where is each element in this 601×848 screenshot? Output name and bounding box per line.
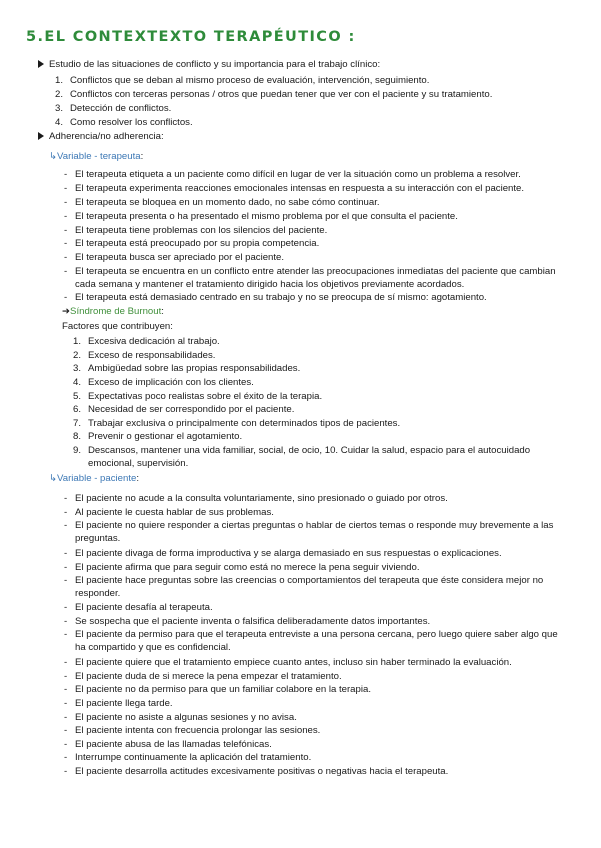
triangle-bullet-icon — [38, 60, 44, 68]
list-item: Al paciente le cuesta hablar de sus problemas. — [75, 507, 274, 518]
list-item: Detección de conflictos. — [70, 103, 172, 114]
dash-bullet: - — [64, 684, 68, 695]
dash-bullet: - — [64, 712, 68, 723]
list-number: 6. — [73, 404, 82, 415]
list-item: El paciente llega tarde. — [75, 698, 173, 709]
list-item: El terapeuta se bloquea en un momento dado, no sabe cómo continuar. — [75, 197, 380, 208]
section-label: Adherencia/no adherencia: — [49, 131, 164, 142]
list-number: 3. — [55, 103, 64, 114]
list-number: 4. — [55, 117, 64, 128]
list-item: responder. — [75, 588, 121, 599]
dash-bullet: - — [64, 507, 68, 518]
list-number: 2. — [73, 350, 82, 361]
list-item: Conflictos con terceras personas / otros que puedan tener que ver con el paciente y su tratamiento. — [70, 89, 493, 100]
list-number: 4. — [73, 377, 82, 388]
list-item: El terapeuta experimenta reacciones emocionales intensas en respuesta a su interacción con el paciente. — [75, 183, 525, 194]
dash-bullet: - — [64, 752, 68, 763]
dash-bullet: - — [64, 629, 68, 640]
corner-arrow-icon: ↳ — [49, 473, 58, 484]
dash-bullet: - — [64, 739, 68, 750]
list-number: 1. — [55, 75, 64, 86]
dash-bullet: - — [64, 548, 68, 559]
list-item: Descansos, mantener una vida familiar, social, de ocio, 10. Cuidar la salud, espacio para el autocuidado — [88, 445, 531, 456]
list-item: El terapeuta presenta o ha presentado el mismo problema por el que consulta el paciente. — [75, 211, 458, 222]
dash-bullet: - — [64, 671, 68, 682]
right-arrow-icon: ➔ — [62, 306, 71, 317]
subsection-paciente — [49, 472, 139, 485]
list-number: 8. — [73, 431, 82, 442]
list-item: El paciente quiere que el tratamiento empiece cuanto antes, incluso sin haber terminado la evaluación. — [75, 657, 512, 668]
dash-bullet: - — [64, 562, 68, 573]
list-number: 5. — [73, 391, 82, 402]
list-item: Exceso de implicación con los clientes. — [88, 377, 254, 388]
list-item: El paciente hace preguntas sobre las creencias o comportamientos del terapeuta que éste considera mejor no — [75, 575, 544, 586]
list-item: El terapeuta está preocupado por su propia competencia. — [75, 238, 320, 249]
list-item: El terapeuta tiene problemas con los silencios del paciente. — [75, 225, 328, 236]
dash-bullet: - — [64, 197, 68, 208]
list-item: El paciente desarrolla actitudes excesivamente positivas o negativas hacia el terapeuta. — [75, 766, 449, 777]
list-item: El paciente divaga de forma improductiva y se alarga demasiado en sus respuestas o explicaciones. — [75, 548, 502, 559]
list-item: cada semana y mantener el tratamiento dirigido hacia los objetivos previamente acordados. — [75, 279, 465, 290]
list-item: Como resolver los conflictos. — [70, 117, 193, 128]
list-item: El paciente abusa de las llamadas telefónicas. — [75, 739, 272, 750]
list-number: 9. — [73, 445, 82, 456]
section-label: Estudio de las situaciones de conflicto y su importancia para el trabajo clínico: — [49, 59, 381, 70]
list-item: El terapeuta está demasiado centrado en su trabajo y no se preocupa de sí mismo: agotamiento. — [75, 292, 487, 303]
dash-bullet: - — [64, 575, 68, 586]
list-item: El paciente duda de si merece la pena empezar el tratamiento. — [75, 671, 342, 682]
list-item: preguntas. — [75, 533, 121, 544]
list-item: Exceso de responsabilidades. — [88, 350, 216, 361]
list-item: El paciente desafía al terapeuta. — [75, 602, 213, 613]
corner-arrow-icon: ↳ — [49, 151, 58, 162]
dash-bullet: - — [64, 211, 68, 222]
list-item: El paciente intenta con frecuencia prolongar las sesiones. — [75, 725, 321, 736]
subsection-terapeuta — [49, 150, 143, 163]
subsection-burnout — [62, 305, 164, 318]
colon: : — [136, 473, 140, 484]
subsection-label: Variable - paciente — [57, 473, 137, 484]
list-item: El paciente no asiste a algunas sesiones y no avisa. — [75, 712, 297, 723]
list-number: 7. — [73, 418, 82, 429]
list-number: 3. — [73, 363, 82, 374]
dash-bullet: - — [64, 698, 68, 709]
triangle-bullet-icon — [38, 132, 44, 140]
list-item: Interrumpe continuamente la aplicación del tratamiento. — [75, 752, 312, 763]
list-item: Ambigüedad sobre las propias responsabilidades. — [88, 363, 301, 374]
list-item: El terapeuta se encuentra en un conflicto entre atender las preocupaciones inmediatas del paciente que cambian — [75, 266, 556, 277]
list-item: El paciente afirma que para seguir como está no merece la pena seguir viviendo. — [75, 562, 420, 573]
list-number: 1. — [73, 336, 82, 347]
dash-bullet: - — [64, 657, 68, 668]
dash-bullet: - — [64, 616, 68, 627]
list-item: Necesidad de ser correspondido por el paciente. — [88, 404, 295, 415]
factores-label: Factores que contribuyen: — [62, 321, 173, 332]
dash-bullet: - — [64, 520, 68, 531]
dash-bullet: - — [64, 225, 68, 236]
list-item: Se sospecha que el paciente inventa o falsifica deliberadamente datos importantes. — [75, 616, 431, 627]
colon: : — [140, 151, 144, 162]
list-item: ha compartido y que es confidencial. — [75, 642, 231, 653]
list-item: El paciente no quiere responder a ciertas preguntas o hablar de ciertos temas o responde muy brevemente a las — [75, 520, 554, 531]
dash-bullet: - — [64, 766, 68, 777]
list-item: El paciente no acude a la consulta voluntariamente, sino presionado o guiado por otros. — [75, 493, 448, 504]
list-item: Prevenir o gestionar el agotamiento. — [88, 431, 243, 442]
dash-bullet: - — [64, 252, 68, 263]
list-item: Trabajar exclusiva o principalmente con determinados tipos de pacientes. — [88, 418, 401, 429]
dash-bullet: - — [64, 725, 68, 736]
colon: : — [161, 306, 164, 317]
list-item: emocional, supervisión. — [88, 458, 189, 469]
dash-bullet: - — [64, 292, 68, 303]
section-adherencia — [38, 130, 164, 143]
list-item: El terapeuta etiqueta a un paciente como difícil en lugar de ver la situación como un problema a resolver. — [75, 169, 521, 180]
list-item: Excesiva dedicación al trabajo. — [88, 336, 220, 347]
subsection-label: Variable - terapeuta — [57, 151, 141, 162]
list-number: 2. — [55, 89, 64, 100]
list-item: El terapeuta busca ser apreciado por el paciente. — [75, 252, 285, 263]
list-item: Expectativas poco realistas sobre el éxito de la terapia. — [88, 391, 323, 402]
dash-bullet: - — [64, 602, 68, 613]
list-item: El paciente no da permiso para que un familiar colabore en la terapia. — [75, 684, 371, 695]
page-title: 5.EL CONTEXTEXTO TERAPÉUTICO : — [26, 29, 356, 45]
list-item: Conflictos que se deban al mismo proceso de evaluación, intervención, seguimiento. — [70, 75, 430, 86]
list-item: El paciente da permiso para que el terapeuta entreviste a una persona cercana, pero luego quiere saber algo que — [75, 629, 558, 640]
subsection-label: Síndrome de Burnout — [70, 306, 162, 317]
section-estudio — [38, 58, 380, 71]
dash-bullet: - — [64, 183, 68, 194]
dash-bullet: - — [64, 169, 68, 180]
dash-bullet: - — [64, 493, 68, 504]
dash-bullet: - — [64, 238, 68, 249]
dash-bullet: - — [64, 266, 68, 277]
